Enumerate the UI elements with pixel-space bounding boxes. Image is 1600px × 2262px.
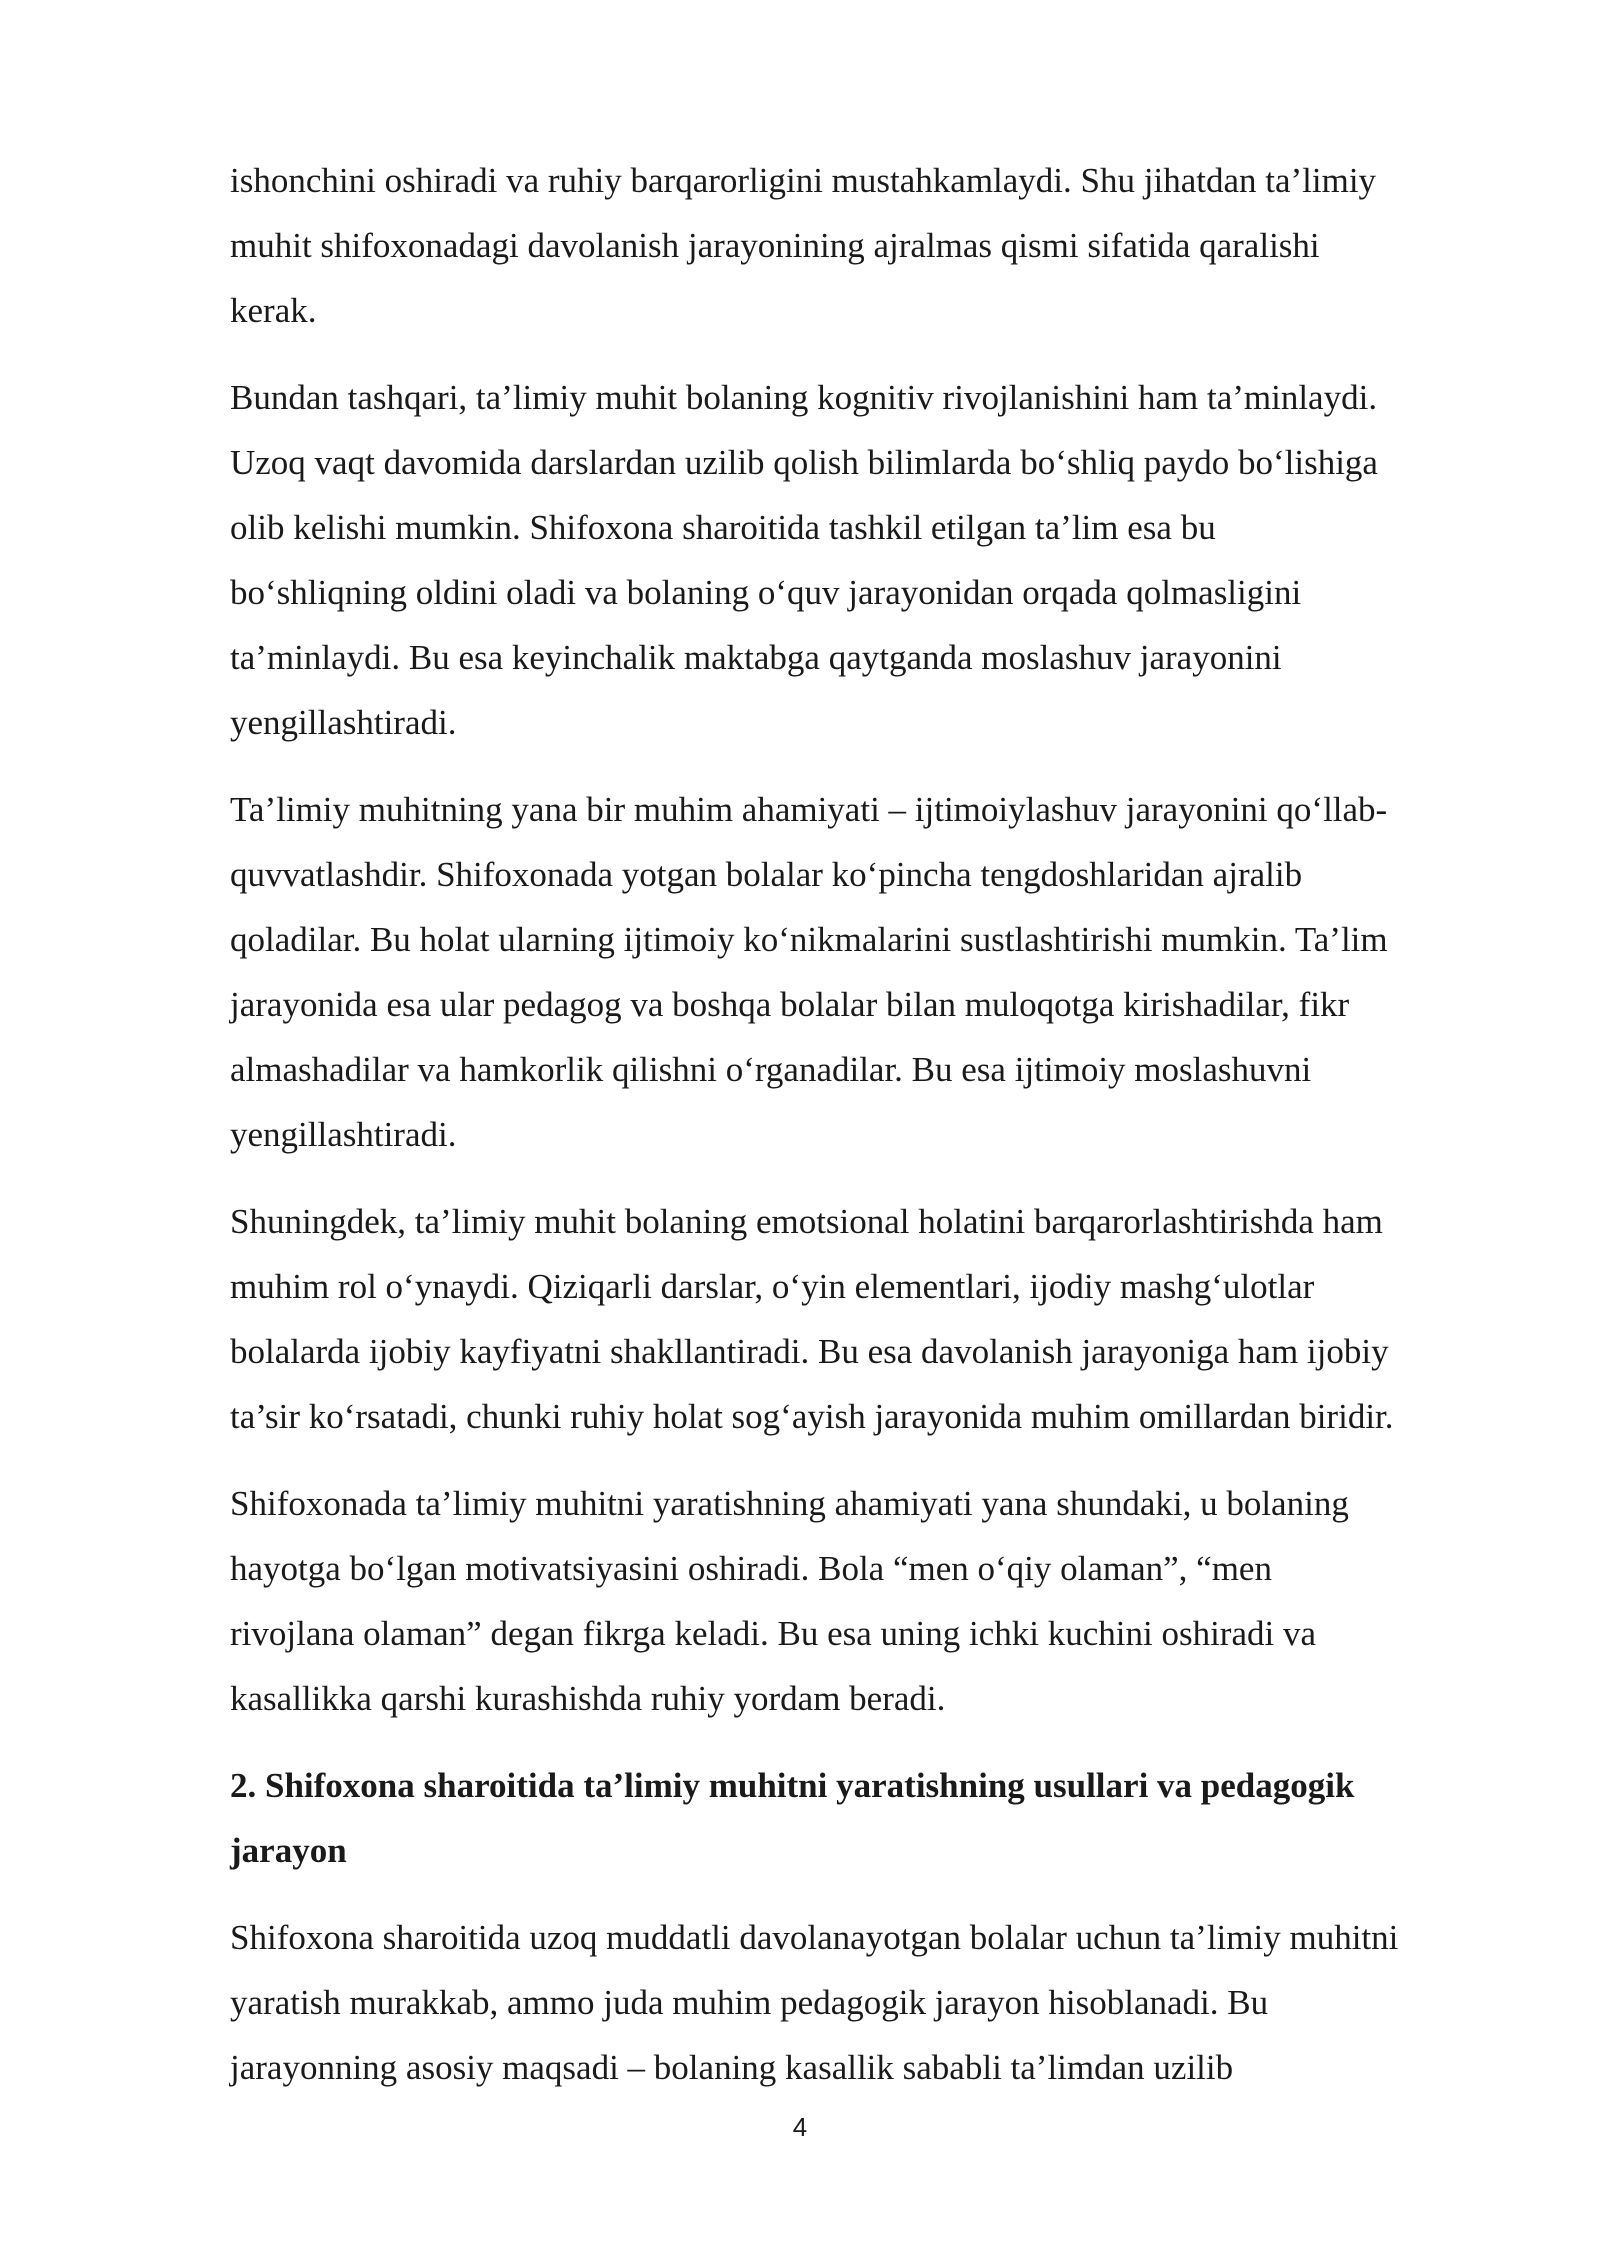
text-line: qoladilar. Bu holat ularning ijtimoiy ko‘nikmalarini sustlashtirishi mumkin. Ta’lim (230, 920, 1388, 959)
text-line: bo‘shliqning oldini oladi va bolaning o‘quv jarayonidan orqada qolmasligini (230, 573, 1302, 612)
text-line: Ta’limiy muhitning yana bir muhim ahamiyati – ijtimoiylashuv jarayonini qo‘llab- (230, 790, 1388, 829)
text-line: hayotga bo‘lgan motivatsiyasini oshiradi. Bola “men o‘qiy olaman”, “men (230, 1549, 1272, 1588)
paragraph-1 (230, 148, 1500, 343)
text-line: quvvatlashdir. Shifoxonada yotgan bolalar ko‘pincha tengdoshlaridan ajralib (230, 855, 1303, 894)
paragraph-5 (230, 1471, 1500, 1731)
text-line: ta’sir ko‘rsatadi, chunki ruhiy holat sog‘ayish jarayonida muhim omillardan biridir. (230, 1397, 1394, 1436)
text-line: yaratish murakkab, ammo juda muhim pedagogik jarayon hisoblanadi. Bu (230, 1983, 1269, 2022)
document-body (230, 148, 1500, 2122)
text-line: ta’minlaydi. Bu esa keyinchalik maktabga qaytganda moslashuv jarayonini (230, 638, 1282, 677)
paragraph-3 (230, 777, 1500, 1167)
text-line: olib kelishi mumkin. Shifoxona sharoitida tashkil etilgan ta’lim esa bu (230, 508, 1216, 547)
text-line: yengillashtiradi. (230, 1115, 457, 1154)
paragraph-6 (230, 1905, 1500, 2100)
paragraph-4 (230, 1189, 1500, 1449)
text-line: yengillashtiradi. (230, 703, 457, 742)
text-line: Shifoxona sharoitida uzoq muddatli davolanayotgan bolalar uchun ta’limiy muhitni (230, 1918, 1399, 1957)
text-line: muhit shifoxonadagi davolanish jarayonining ajralmas qismi sifatida qaralishi (230, 226, 1320, 265)
text-line: jarayonning asosiy maqsadi – bolaning kasallik sababli ta’limdan uzilib (230, 2048, 1234, 2087)
text-line: kasallikka qarshi kurashishda ruhiy yordam beradi. (230, 1679, 946, 1718)
text-line: Bundan tashqari, ta’limiy muhit bolaning kognitiv rivojlanishini ham ta’minlaydi. (230, 378, 1378, 417)
text-line: jarayonida esa ular pedagog va boshqa bolalar bilan muloqotga kirishadilar, fikr (230, 985, 1350, 1024)
text-line: ishonchini oshiradi va ruhiy barqarorligini mustahkamlaydi. Shu jihatdan ta’limiy (230, 161, 1377, 200)
text-line: almashadilar va hamkorlik qilishni o‘rganadilar. Bu esa ijtimoiy moslashuvni (230, 1050, 1312, 1089)
page-number: 4 (792, 2112, 808, 2142)
heading-line: 2. Shifoxona sharoitida ta’limiy muhitni yaratishning usullari va pedagogik (230, 1766, 1355, 1805)
text-line: Shuningdek, ta’limiy muhit bolaning emotsional holatini barqarorlashtirishda ham (230, 1202, 1383, 1241)
text-line: kerak. (230, 291, 317, 330)
text-line: rivojlana olaman” degan fikrga keladi. Bu esa uning ichki kuchini oshiradi va (230, 1614, 1316, 1653)
paragraph-2 (230, 365, 1500, 755)
text-line: bolalarda ijobiy kayfiyatni shakllantiradi. Bu esa davolanish jarayoniga ham ijobiy (230, 1332, 1389, 1371)
text-line: Shifoxonada ta’limiy muhitni yaratishning ahamiyati yana shundaki, u bolaning (230, 1484, 1349, 1523)
heading-line: jarayon (230, 1831, 347, 1870)
text-line: muhim rol o‘ynaydi. Qiziqarli darslar, o‘yin elementlari, ijodiy mashg‘ulotlar (230, 1267, 1315, 1306)
section-heading (230, 1753, 1500, 1883)
text-line: Uzoq vaqt davomida darslardan uzilib qolish bilimlarda bo‘shliq paydo bo‘lishiga (230, 443, 1378, 482)
